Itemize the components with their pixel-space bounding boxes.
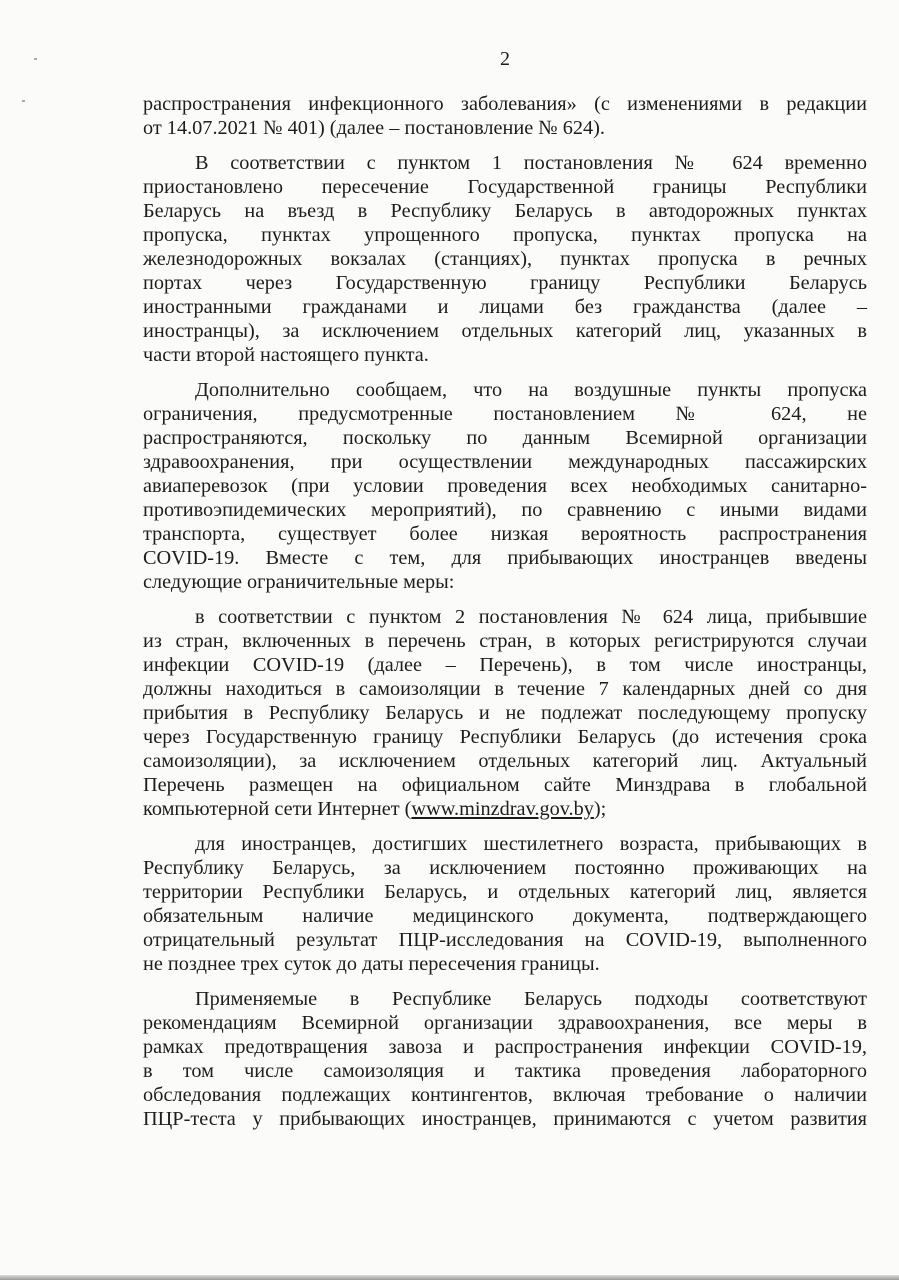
text-line: В соответствии с пунктом 1 постановления № 624 временно — [195, 152, 867, 174]
text-line: рамках предотвращения завоза и распространения инфекции COVID-19, — [143, 1036, 867, 1058]
text-line: авиаперевозок (при условии проведения всех необходимых санитарно- — [143, 475, 867, 497]
text-line: пропуска, пунктах упрощенного пропуска, пунктах пропуска на — [143, 224, 867, 246]
text-line: прибытия в Республику Беларусь и не подлежат последующему пропуску — [143, 702, 867, 724]
document-body — [143, 92, 867, 1131]
text-line: из стран, включенных в перечень стран, в которых регистрируются случаи — [143, 630, 867, 652]
minzdrav-link[interactable]: www.minzdrav.gov.by — [411, 798, 594, 820]
text-line: COVID-19. Вместе с тем, для прибывающих иностранцев введены — [143, 547, 867, 569]
text-line: Применяемые в Республике Беларусь подходы соответствуют — [195, 988, 867, 1010]
text-line: портах через Государственную границу Республики Беларусь — [143, 272, 867, 294]
text-line: Дополнительно сообщаем, что на воздушные пункты пропуска — [195, 379, 867, 401]
text-line: для иностранцев, достигших шестилетнего возраста, прибывающих в — [195, 833, 867, 855]
paragraph — [143, 151, 867, 367]
text-line: компьютерной сети Интернет (www.minzdrav.gov.by); — [143, 798, 607, 820]
text-line: здравоохранения, при осуществлении международных пассажирских — [143, 451, 867, 473]
text-line: иностранцы), за исключением отдельных категорий лиц, указанных в — [143, 320, 867, 342]
text-line: через Государственную границу Республики Беларусь (до истечения срока — [143, 726, 867, 748]
text-line: следующие ограничительные меры: — [143, 571, 455, 593]
text-line: распространяются, поскольку по данным Всемирной организации — [143, 427, 867, 449]
scan-speck — [22, 100, 25, 102]
text-line: Перечень размещен на официальном сайте Минздрава в глобальной — [143, 774, 867, 796]
text-line: распространения инфекционного заболевания» (с изменениями в редакции — [143, 93, 867, 115]
text-line: обследования подлежащих контингентов, включая требование о наличии — [143, 1084, 867, 1106]
paragraph — [143, 832, 867, 976]
text-line: ПЦР-теста у прибывающих иностранцев, принимаются с учетом развития — [143, 1108, 867, 1130]
text-line: противоэпидемических мероприятий), по сравнению с иными видами — [143, 499, 867, 521]
text-line: должны находиться в самоизоляции в течение 7 календарных дней со дня — [143, 678, 867, 700]
text-line: от 14.07.2021 № 401) (далее – постановление № 624). — [143, 117, 605, 139]
text-line: Республику Беларусь, за исключением постоянно проживающих на — [143, 857, 867, 879]
paragraph — [143, 987, 867, 1131]
text-line: ограничения, предусмотренные постановлением № 624, не — [143, 403, 867, 425]
text-line: иностранными гражданами и лицами без гражданства (далее – — [143, 296, 867, 318]
text-line: приостановлено пересечение Государственной границы Республики — [143, 176, 867, 198]
paragraph — [143, 92, 867, 140]
text-line: инфекции COVID-19 (далее – Перечень), в том числе иностранцы, — [143, 654, 867, 676]
text-line: части второй настоящего пункта. — [143, 344, 429, 366]
paragraph — [143, 605, 867, 821]
text-line: в соответствии с пунктом 2 постановления № 624 лица, прибывшие — [195, 606, 867, 628]
text-line: Беларусь на въезд в Республику Беларусь в автодорожных пунктах — [143, 200, 867, 222]
text-line: самоизоляции), за исключением отдельных категорий лиц. Актуальный — [143, 750, 867, 772]
paragraph — [143, 378, 867, 594]
text-line: в том числе самоизоляция и тактика проведения лабораторного — [143, 1060, 867, 1082]
text-line: территории Республики Беларусь, и отдельных категорий лиц, является — [143, 881, 867, 903]
text-line: железнодорожных вокзалах (станциях), пунктах пропуска в речных — [143, 248, 867, 270]
scan-speck — [34, 58, 37, 60]
text-line: транспорта, существует более низкая вероятность распространения — [143, 523, 867, 545]
text-line: отрицательный результат ПЦР-исследования на COVID-19, выполненного — [143, 929, 867, 951]
text-line: не позднее трех суток до даты пересечения границы. — [143, 953, 600, 975]
scan-bottom-edge — [0, 1275, 899, 1280]
page-number: 2 — [500, 48, 510, 70]
text-line: обязательным наличие медицинского документа, подтверждающего — [143, 905, 867, 927]
text-line: рекомендациям Всемирной организации здравоохранения, все меры в — [143, 1012, 867, 1034]
